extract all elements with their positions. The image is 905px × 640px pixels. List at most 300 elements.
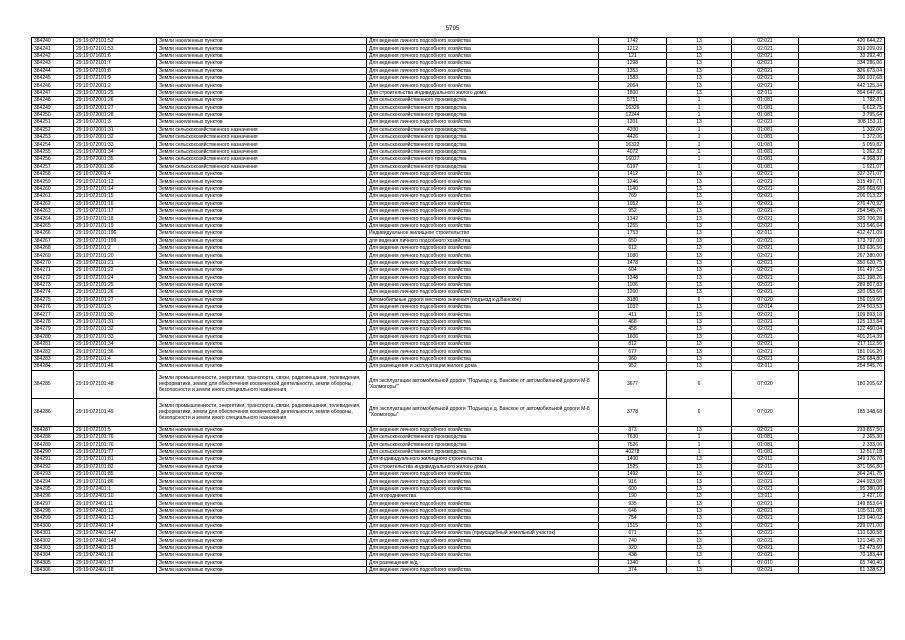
cadastral-number-cell: 29:19:072101:32 (74, 326, 157, 333)
permitted-use-cell: Для ведения личного подсобного хозяйства (367, 567, 599, 574)
land-category-cell: Земли населенных пунктов (157, 259, 367, 266)
permitted-use-cell: Для ведения личного подсобного хозяйства (367, 67, 599, 74)
cadastral-number-cell: 29:19:072001:26 (74, 97, 157, 104)
cadastral-number-cell: 29:19:072001:4 (74, 171, 157, 178)
use-code-cell: 02:021 (732, 207, 799, 214)
permitted-use-cell: Для ведения личного подсобного хозяйства (367, 478, 599, 485)
table-row (32, 515, 885, 522)
cadastral-number-cell: 29:19:072001:2 (74, 82, 157, 89)
group-code-cell: 13 (667, 355, 732, 362)
land-category-cell: Земли населенных пунктов (157, 515, 367, 522)
group-code-cell: 13 (667, 252, 732, 259)
row-number-cell: 384293 (32, 470, 74, 477)
land-category-cell: Земли населенных пунктов (157, 500, 367, 507)
use-code-cell: 01:081 (732, 163, 799, 170)
table-row (32, 311, 885, 318)
cadastral-number-cell: 29:19:072001:34 (74, 148, 157, 155)
use-code-cell: 02:021 (732, 178, 799, 185)
area-cell: 612 (599, 244, 667, 251)
area-cell: 1298 (599, 60, 667, 67)
group-code-cell: 13 (667, 333, 732, 340)
cadastral-value-cell: 125 133,84 (799, 318, 885, 325)
group-code-cell: 13 (667, 470, 732, 477)
group-code-cell: 13 (667, 485, 732, 492)
cadastral-value-cell: 295 668,60 (799, 185, 885, 192)
cadastral-value-cell: 95 380,00 (799, 485, 885, 492)
cadastral-number-cell: 29:19:072101:15 (74, 193, 157, 200)
cadastral-number-cell: 29:19:072101:46 (74, 363, 157, 370)
cadastral-number-cell: 29:19:072401:12 (74, 507, 157, 514)
permitted-use-cell: Для сельскохозяйственного производства (367, 448, 599, 455)
area-cell: 1246 (599, 178, 667, 185)
permitted-use-cell: Для ведения личного подсобного хозяйства (367, 333, 599, 340)
row-number-cell: 384286 (32, 398, 74, 426)
area-cell: 320 (599, 544, 667, 551)
cadastral-value-cell: 349 176,76 (799, 456, 885, 463)
area-cell: 1342 (599, 215, 667, 222)
area-cell: 646 (599, 507, 667, 514)
table-row (32, 304, 885, 311)
area-cell: 2064 (599, 82, 667, 89)
cadastral-value-cell: 2 333,06 (799, 441, 885, 448)
cadastral-number-cell: 29:19:072101:196 (74, 230, 157, 237)
row-number-cell: 384280 (32, 333, 74, 340)
cadastral-number-cell: 29:19:072101:5 (74, 426, 157, 433)
area-cell: 438 (599, 552, 667, 559)
row-number-cell: 384257 (32, 163, 74, 170)
use-code-cell: 02:021 (732, 341, 799, 348)
group-code-cell: 13 (667, 522, 732, 529)
cadastral-number-cell: 29:19:072101:21 (74, 259, 157, 266)
land-category-cell: Земли населенных пунктов (157, 522, 367, 529)
table-row (32, 52, 885, 59)
land-category-cell: Земли населенных пунктов (157, 89, 367, 96)
land-category-cell: Земли населенных пунктов (157, 207, 367, 214)
permitted-use-cell: Для строительства индивидуального жилого дома (367, 89, 599, 96)
area-cell: 16322 (599, 141, 667, 148)
permitted-use-cell: Для ведения личного подсобного хозяйства (367, 215, 599, 222)
group-code-cell: 13 (667, 207, 732, 214)
land-category-cell: Земли населенных пунктов (157, 326, 367, 333)
use-code-cell: 02:021 (732, 119, 799, 126)
table-row (32, 433, 885, 440)
table-row (32, 318, 885, 325)
permitted-use-cell: Для размещения ж/д (367, 559, 599, 566)
land-category-cell: Земли населенных пунктов (157, 67, 367, 74)
row-number-cell: 384273 (32, 281, 74, 288)
group-code-cell: 13 (667, 567, 732, 574)
page-number: 5795 (445, 26, 460, 32)
land-category-cell: Земли населенных пунктов (157, 237, 367, 244)
cadastral-number-cell: 29:19:072101:3 (74, 304, 157, 311)
group-code-cell: 13 (667, 45, 732, 52)
row-number-cell: 384288 (32, 433, 74, 440)
area-cell: 604 (599, 267, 667, 274)
land-category-cell: Земли населенных пунктов (157, 333, 367, 340)
use-code-cell: 02:011 (732, 89, 799, 96)
row-number-cell: 384281 (32, 341, 74, 348)
cadastral-value-cell: 267 380,00 (799, 252, 885, 259)
row-number-cell: 384297 (32, 500, 74, 507)
cadastral-number-cell: 29:19:072001:33 (74, 141, 157, 148)
group-code-cell: 1 (667, 156, 732, 163)
permitted-use-cell: Для огородничества (367, 493, 599, 500)
area-cell: 1525 (599, 463, 667, 470)
row-number-cell: 384263 (32, 207, 74, 214)
cadastral-value-cell: 1 302,00 (799, 126, 885, 133)
row-number-cell: 384272 (32, 274, 74, 281)
group-code-cell: 1 (667, 441, 732, 448)
land-category-cell: Земли населенных пунктов (157, 485, 367, 492)
row-number-cell: 384242 (32, 52, 74, 59)
group-code-cell: 13 (667, 215, 732, 222)
land-category-cell: Земли населенных пунктов (157, 111, 367, 118)
row-number-cell: 384269 (32, 252, 74, 259)
table-row (32, 126, 885, 133)
row-number-cell: 384287 (32, 426, 74, 433)
cadastral-number-cell: 29:19:072101:18 (74, 215, 157, 222)
cadastral-value-cell: 276 470,92 (799, 200, 885, 207)
area-cell: 1753 (599, 230, 667, 237)
table-row (32, 507, 885, 514)
use-code-cell: 01:081 (732, 97, 799, 104)
table-body (32, 38, 885, 574)
row-number-cell: 384298 (32, 507, 74, 514)
area-cell: 5751 (599, 97, 667, 104)
table-row (32, 207, 885, 214)
group-code-cell: 13 (667, 82, 732, 89)
area-cell: 1742 (599, 38, 667, 45)
land-category-cell: Земли населенных пунктов (157, 507, 367, 514)
land-category-cell: Земли населенных пунктов (157, 355, 367, 362)
permitted-use-cell: Для ведения личного подсобного хозяйства (367, 552, 599, 559)
use-code-cell: 02:021 (732, 318, 799, 325)
cadastral-number-cell: 29:19:072101:27 (74, 296, 157, 303)
permitted-use-cell: Для ведения личного подсобного хозяйства (367, 311, 599, 318)
use-code-cell: 02:021 (732, 426, 799, 433)
row-number-cell: 384255 (32, 148, 74, 155)
use-code-cell: 07:020 (732, 296, 799, 303)
area-cell: 3778 (599, 398, 667, 426)
cadastral-value-cell: 156 019,60 (799, 296, 885, 303)
area-cell: 190 (599, 493, 667, 500)
cadastral-value-cell: 254 545,76 (799, 207, 885, 214)
cadastral-value-cell: 233 857,50 (799, 426, 885, 433)
group-code-cell: 13 (667, 304, 732, 311)
area-cell: 1052 (599, 200, 667, 207)
table-row (32, 200, 885, 207)
permitted-use-cell: Для ведения личного подсобного хозяйства (367, 38, 599, 45)
use-code-cell: 02:021 (732, 567, 799, 574)
land-category-cell: Земли населенных пунктов (157, 567, 367, 574)
use-code-cell: 02:021 (732, 82, 799, 89)
table-row (32, 370, 885, 398)
cadastral-value-cell: 229 071,00 (799, 522, 885, 529)
table-row (32, 426, 885, 433)
row-number-cell: 384253 (32, 134, 74, 141)
row-number-cell: 384282 (32, 348, 74, 355)
table-row (32, 552, 885, 559)
area-cell: 1140 (599, 185, 667, 192)
land-category-cell: Земли населенных пунктов (157, 552, 367, 559)
permitted-use-cell: Для ведения личного подсобного хозяйства (367, 193, 599, 200)
cadastral-value-cell: 105 511,08 (799, 507, 885, 514)
cadastral-value-cell: 256 684,80 (799, 355, 885, 362)
cadastral-value-cell: 313 546,64 (799, 222, 885, 229)
cadastral-value-cell: 206 013,22 (799, 193, 885, 200)
use-code-cell: 02:021 (732, 281, 799, 288)
permitted-use-cell: Для сельскохозяйственного производства (367, 126, 599, 133)
use-code-cell: 02:011 (732, 463, 799, 470)
cadastral-value-cell: 52 473,60 (799, 544, 885, 551)
cadastral-value-cell: 320 053,66 (799, 289, 885, 296)
cadastral-number-cell: 29:19:072401:1 (74, 485, 157, 492)
land-category-cell: Земли населенных пунктов (157, 230, 367, 237)
land-category-cell: Земли населенных пунктов (157, 441, 367, 448)
use-code-cell: 02:021 (732, 348, 799, 355)
table-row (32, 259, 885, 266)
row-number-cell: 384295 (32, 485, 74, 492)
use-code-cell: 02:021 (732, 252, 799, 259)
row-number-cell: 384260 (32, 185, 74, 192)
permitted-use-cell: Для сельскохозяйственного производства (367, 148, 599, 155)
cadastral-number-cell: 29:19:072101:13 (74, 178, 157, 185)
area-cell: 1478 (599, 259, 667, 266)
permitted-use-cell: Для ведения личного подсобного хозяйства (367, 82, 599, 89)
use-code-cell: 02:021 (732, 530, 799, 537)
group-code-cell: 13 (667, 537, 732, 544)
use-code-cell: 01:081 (732, 441, 799, 448)
row-number-cell: 384301 (32, 530, 74, 537)
land-category-cell: Земли населенных пунктов (157, 185, 367, 192)
permitted-use-cell: Для размещения и эксплуатации жилого дома (367, 363, 599, 370)
row-number-cell: 384243 (32, 60, 74, 67)
use-code-cell: 02:021 (732, 544, 799, 551)
land-category-cell: Земли населенных пунктов (157, 74, 367, 81)
use-code-cell: 02:021 (732, 333, 799, 340)
permitted-use-cell: Для ведения личного подсобного хозяйства (367, 185, 599, 192)
use-code-cell: 01:081 (732, 148, 799, 155)
cadastral-value-cell: 5 059,82 (799, 141, 885, 148)
cadastral-value-cell: 326 673,04 (799, 67, 885, 74)
land-category-cell: Земли населенных пунктов (157, 60, 367, 67)
area-cell: 812 (599, 341, 667, 348)
use-code-cell: 02:021 (732, 470, 799, 477)
group-code-cell: 13 (667, 544, 732, 551)
table-row (32, 60, 885, 67)
cadastral-number-cell: 29:19:072101:53 (74, 45, 157, 52)
table-row (32, 448, 885, 455)
cadastral-number-cell: 29:19:072401:18 (74, 567, 157, 574)
permitted-use-cell: Для ведения личного подсобного хозяйства (приусадебный земельный участок) (367, 530, 599, 537)
group-code-cell: 13 (667, 267, 732, 274)
use-code-cell: 02:021 (732, 274, 799, 281)
use-code-cell: 01:081 (732, 134, 799, 141)
table-row (32, 355, 885, 362)
cadastral-value-cell: 161 497,52 (799, 267, 885, 274)
table-row (32, 134, 885, 141)
table-row (32, 111, 885, 118)
group-code-cell: 6 (667, 370, 732, 398)
cadastral-value-cell: 163 636,56 (799, 244, 885, 251)
use-code-cell: 02:021 (732, 515, 799, 522)
cadastral-value-cell: 121 345,20 (799, 537, 885, 544)
land-category-cell: Земли населенных пунктов (157, 104, 367, 111)
row-number-cell: 384292 (32, 463, 74, 470)
group-code-cell: 1 (667, 97, 732, 104)
cadastral-value-cell: 3 427,16 (799, 493, 885, 500)
cadastral-value-cell: 4 968,37 (799, 156, 885, 163)
area-cell: 600 (599, 485, 667, 492)
table-row (32, 45, 885, 52)
use-code-cell: 02:021 (732, 289, 799, 296)
cadastral-value-cell: 394 647,66 (799, 89, 885, 96)
row-number-cell: 384296 (32, 493, 74, 500)
cadastral-number-cell: 29:19:072101:2 (74, 244, 157, 251)
table-row (32, 470, 885, 477)
permitted-use-cell: Для сельскохозяйственного производства (367, 163, 599, 170)
permitted-use-cell: Для ведения личного подсобного хозяйства (367, 252, 599, 259)
cadastral-value-cell: 12 517,18 (799, 448, 885, 455)
permitted-use-cell: Для ведения личного подсобного хозяйства (367, 348, 599, 355)
use-code-cell: 01:081 (732, 433, 799, 440)
cadastral-value-cell: 149 853,64 (799, 500, 885, 507)
table-row (32, 341, 885, 348)
cadastral-number-cell: 29:19:072101:33 (74, 333, 157, 340)
group-code-cell: 1 (667, 433, 732, 440)
group-code-cell: 13 (667, 289, 732, 296)
row-number-cell: 384250 (32, 111, 74, 118)
cadastral-value-cell: 109 893,18 (799, 311, 885, 318)
row-number-cell: 384284 (32, 363, 74, 370)
area-cell: 1492 (599, 470, 667, 477)
area-cell: 769 (599, 193, 667, 200)
area-cell: 1037 (599, 304, 667, 311)
area-cell: 1212 (599, 45, 667, 52)
use-code-cell: 07:020 (732, 370, 799, 398)
cadastral-number-cell: 29:19:072401:148 (74, 537, 157, 544)
group-code-cell: 13 (667, 74, 732, 81)
row-number-cell: 384246 (32, 82, 74, 89)
land-category-cell: Земли населенных пунктов (157, 82, 367, 89)
cadastral-number-cell: 29:19:072401:15 (74, 544, 157, 551)
group-code-cell: 13 (667, 478, 732, 485)
group-code-cell: 13 (667, 515, 732, 522)
table-row (32, 530, 885, 537)
cadastral-value-cell: 2 365,30 (799, 433, 885, 440)
group-code-cell: 1 (667, 134, 732, 141)
land-category-cell: Земли населенных пунктов (157, 341, 367, 348)
row-number-cell: 384266 (32, 230, 74, 237)
permitted-use-cell: Для сельскохозяйственного производства (367, 104, 599, 111)
use-code-cell: 07:020 (732, 398, 799, 426)
area-cell: 6197 (599, 163, 667, 170)
use-code-cell: 02:021 (732, 311, 799, 318)
group-code-cell: 13 (667, 193, 732, 200)
cadastral-value-cell: 1 262,32 (799, 148, 885, 155)
use-code-cell: 02:021 (732, 537, 799, 544)
use-code-cell: 13:011 (732, 493, 799, 500)
area-cell: 1260 (599, 289, 667, 296)
cadastral-number-cell: 29:19:072101:199 (74, 237, 157, 244)
cadastral-number-cell: 29:19:072001:35 (74, 156, 157, 163)
group-code-cell: 1 (667, 448, 732, 455)
row-number-cell: 384306 (32, 567, 74, 574)
cadastral-number-cell: 29:19:072401:10 (74, 493, 157, 500)
group-code-cell: 13 (667, 463, 732, 470)
area-cell: 916 (599, 478, 667, 485)
group-code-cell: 13 (667, 530, 732, 537)
area-cell: 1348 (599, 274, 667, 281)
permitted-use-cell: Для ведения личного подсобного хозяйства (367, 485, 599, 492)
area-cell: 754 (599, 515, 667, 522)
cadastral-value-cell: 185 348,68 (799, 398, 885, 426)
area-cell: 458 (599, 326, 667, 333)
cadastral-value-cell: 65 740,40 (799, 559, 885, 566)
row-number-cell: 384265 (32, 222, 74, 229)
table-row (32, 97, 885, 104)
permitted-use-cell: Для ведения личного подсобного хозяйства (367, 267, 599, 274)
area-cell: 12244 (599, 111, 667, 118)
cadastral-number-cell: 29:19:072401:147 (74, 530, 157, 537)
row-number-cell: 384248 (32, 97, 74, 104)
cadastral-number-cell: 29:19:072101:34 (74, 341, 157, 348)
area-cell: 677 (599, 348, 667, 355)
permitted-use-cell: Для ведения личного подсобного хозяйства (367, 507, 599, 514)
permitted-use-cell: Для ведения личного подсобного хозяйства (367, 544, 599, 551)
area-cell: 4072 (599, 148, 667, 155)
table-row (32, 296, 885, 303)
group-code-cell: 13 (667, 67, 732, 74)
land-category-cell: Земли населенных пунктов (157, 463, 367, 470)
group-code-cell: 13 (667, 185, 732, 192)
cadastral-number-cell: 29:19:072101:85 (74, 470, 157, 477)
cadastral-value-cell: 6 612,75 (799, 104, 885, 111)
cadastral-number-cell: 29:19:072101:8 (74, 67, 157, 74)
permitted-use-cell: Для ведения личного подсобного хозяйства (367, 244, 599, 251)
permitted-use-cell: Для ведения личного подсобного хозяйства (367, 74, 599, 81)
row-number-cell: 384261 (32, 193, 74, 200)
cadastral-value-cell: 70 183,44 (799, 552, 885, 559)
permitted-use-cell: Для ведения личного подсобного хозяйства (367, 355, 599, 362)
land-category-cell: Земли сельскохозяйственного назначения (157, 163, 367, 170)
permitted-use-cell: Для ведения личного подсобного хозяйства (367, 200, 599, 207)
area-cell: 1515 (599, 522, 667, 529)
use-code-cell: 02:021 (732, 52, 799, 59)
group-code-cell: 6 (667, 398, 732, 426)
use-code-cell: 02:021 (732, 355, 799, 362)
row-number-cell: 384240 (32, 38, 74, 45)
table-row (32, 252, 885, 259)
table-row (32, 119, 885, 126)
cadastral-number-cell: 29:19:072101:52 (74, 38, 157, 45)
group-code-cell: 13 (667, 38, 732, 45)
permitted-use-cell: Для ведения личного подсобного хозяйства (367, 470, 599, 477)
area-cell: 1201 (599, 119, 667, 126)
permitted-use-cell: Для эксплуатации автомобильной дороги "Подъезд к д. Ванское от автомобильной дороги М-8 'Холмогоры'" (367, 370, 599, 398)
table-row (32, 463, 885, 470)
row-number-cell: 384276 (32, 304, 74, 311)
table-row (32, 222, 885, 229)
row-number-cell: 384274 (32, 289, 74, 296)
area-cell: 7630 (599, 433, 667, 440)
group-code-cell: 13 (667, 326, 732, 333)
area-cell: 1800 (599, 89, 667, 96)
cadastral-number-cell: 29:19:072101:36 (74, 348, 157, 355)
land-category-cell: Земли населенных пунктов (157, 222, 367, 229)
permitted-use-cell: Для ведения личного подсобного хозяйства (367, 222, 599, 229)
cadastral-number-cell: 29:19:072101:30 (74, 311, 157, 318)
